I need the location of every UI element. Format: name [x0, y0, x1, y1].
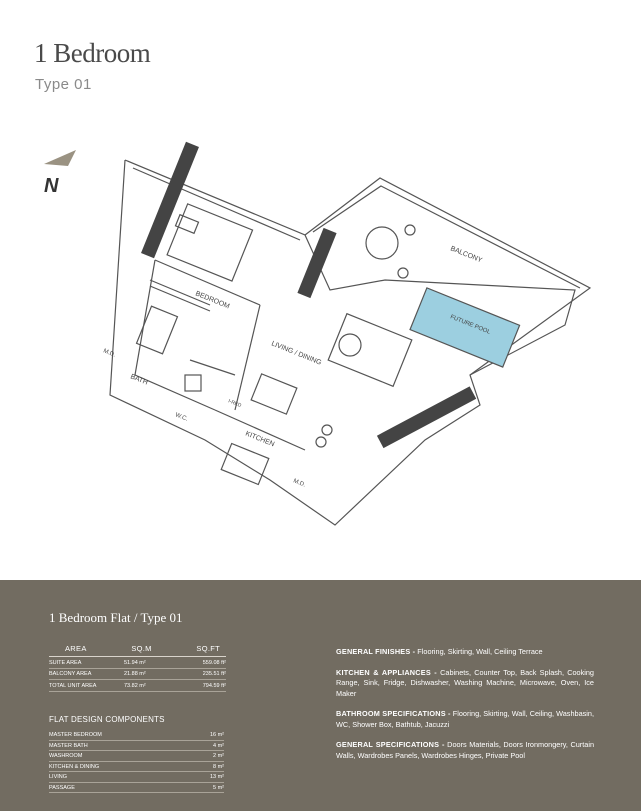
- label-kitchen: KITCHEN: [244, 430, 276, 449]
- table-row: BALCONY AREA 21.88 m² 235.51 ft²: [49, 669, 226, 681]
- label-balcony: BALCONY: [449, 245, 483, 265]
- area-table-header: AREA SQ.M SQ.FT: [49, 644, 226, 657]
- specifications-list: [336, 647, 594, 771]
- table-row: MASTER BATH 4 m²: [49, 741, 224, 752]
- table-row: SUITE AREA 51.94 m² 559.08 ft²: [49, 657, 226, 669]
- page-title: 1 Bedroom: [34, 38, 151, 68]
- label-md-2: M.D.: [292, 478, 307, 489]
- label-bedroom: BEDROOM: [194, 290, 231, 311]
- spec-general-finishes: GENERAL FINISHES - Flooring, Skirting, Wall, Ceiling Terrace: [336, 647, 543, 656]
- table-row: LIVING 13 m²: [49, 772, 224, 783]
- label-ired: I-RED: [227, 398, 243, 409]
- panel-title: 1 Bedroom Flat / Type 01: [49, 610, 183, 625]
- area-table: [49, 644, 226, 692]
- label-wc: W.C.: [174, 412, 189, 423]
- components-title: FLAT DESIGN COMPONENTS: [49, 715, 165, 724]
- components-table: [49, 730, 224, 793]
- spec-kitchen-appliances: KITCHEN & APPLIANCES - Cabinets, Counter Top, Back Splash, Cooking Range, Sink, Fridge, Dishwasher, Washing Machine, Microwave, Oven, Ice Maker: [336, 667, 594, 698]
- label-pool: FUTURE POOL: [449, 314, 492, 336]
- table-row: PASSAGE 5 m²: [49, 783, 224, 794]
- specifications-panel: [0, 580, 641, 811]
- table-row: WASHROOM 2 m²: [49, 751, 224, 762]
- table-row: MASTER BEDROOM 16 m²: [49, 730, 224, 741]
- label-living-dining: LIVING / DINING: [270, 340, 323, 367]
- unit-type: Type 01: [35, 76, 92, 93]
- table-row: KITCHEN & DINING 8 m²: [49, 762, 224, 773]
- spec-bathroom: BATHROOM SPECIFICATIONS - Flooring, Skirting, Wall, Ceiling, Washbasin, WC, Shower Box, Bathtub, Jacuzzi: [336, 709, 594, 729]
- north-label: N: [44, 175, 59, 197]
- floor-plan: [95, 140, 595, 530]
- label-md-1: M.D.: [102, 348, 117, 359]
- label-bath: BATH: [129, 373, 149, 387]
- spec-general: GENERAL SPECIFICATIONS - Doors Materials, Doors Ironmongery, Curtain Walls, Wardrobes Panels, Wardrobes Hinges, Private Pool: [336, 740, 594, 760]
- table-row: TOTAL UNIT AREA 73.82 m² 794.59 ft²: [49, 680, 226, 692]
